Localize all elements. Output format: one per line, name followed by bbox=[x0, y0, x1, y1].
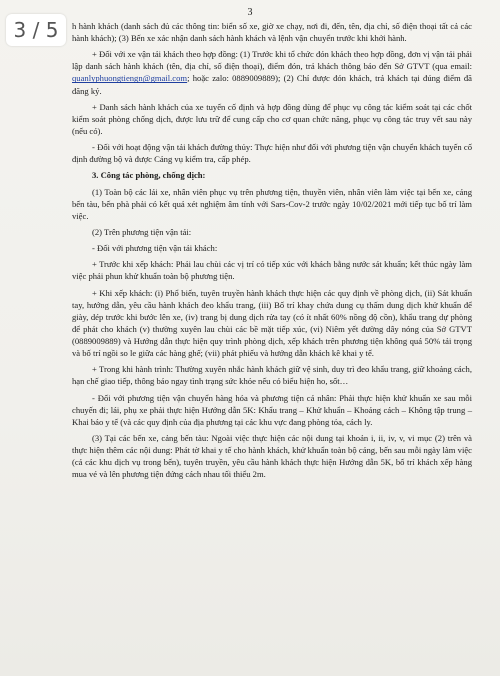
paragraph-contract-vehicles bbox=[72, 48, 472, 96]
paragraph: + Khi xếp khách: (i) Phổ biến, tuyên truyền hành khách thực hiện các quy định về phòng dịch, (ii) Sát khuẩn tay, hướng dẫn, yêu cầu hành khách đeo khẩu trang, (iii) Bố trí khay chứa dung cụ thấm dung dịch khử khuẩn để giày, dép trước khi bước lên xe, (iv) trang bị dung dịch rửa tay (có ít nhất 60% nồng độ cồn), khẩu trang dự phòng để phát cho khách (v) thường xuyên lau chùi các bề mặt tiếp xúc, (vi) Niêm yết đường dây nóng của Sở GTVT (0889009889) và Hướng dẫn thực hiện quy trình phòng dịch, xếp khách trên phương tiện không quá 50% tải trọng và bố trí ngồi so le giữa các hàng ghế; (vii) phát phiếu và hướng dẫn khách kê khai y tế. bbox=[72, 287, 472, 359]
paragraph: (2) Trên phương tiện vận tải: bbox=[92, 226, 192, 237]
document-body bbox=[72, 20, 472, 480]
page-number: 3 bbox=[247, 7, 253, 18]
paragraph: + Danh sách hành khách của xe tuyến cố định và hợp đồng dùng để phục vụ công tác kiểm soát tại các chốt kiểm soát phòng chống dịch, được lưu trữ để cung cấp cho cơ quan chức năng, phục vụ công tác truy vết sau này (nếu có). bbox=[72, 101, 472, 136]
paragraph: + Trong khi hành trình: Thường xuyên nhắc hành khách giữ vệ sinh, duy trì đeo khẩu trang, giữ khoảng cách, hạn chế giao tiếp, thông báo ngay tình trạng sức khỏe nếu có biểu hiện ho, sốt… bbox=[72, 364, 472, 387]
paragraph-text: + Đối với xe vận tải khách theo hợp đồng: (1) Trước khi tổ chức đón khách theo hợp đồng, đơn vị vận tải phải lập danh sách hành khách (tên, địa chỉ, số điện thoại), điểm đón, trả khách thông báo đến Sở GTVT (qua email: bbox=[72, 49, 472, 72]
paragraph: h hành khách (danh sách đủ các thông tin: biển số xe, giờ xe chạy, nơi đi, đến, tên, địa chỉ, số điện thoại tất cả các hành khách); (3) Bến xe xác nhận danh sách hành khách và lệnh vận chuyển trước khi khởi hành. bbox=[72, 21, 472, 44]
paragraph: + Trước khi xếp khách: Phải lau chùi các vị trí có tiếp xúc với khách bằng nước sát khuẩn; kết thúc ngày làm việc phải phun khử khuẩn toàn bộ phương tiện. bbox=[72, 259, 472, 282]
email-link[interactable]: quanlyphuongtiengn@gmail.com bbox=[72, 73, 188, 84]
page-counter-badge: 3 / 5 bbox=[6, 14, 66, 46]
paragraph-text: ; hoặc zalo: 0889009889); (2) Chỉ được đón khách, trả khách tại đúng điểm đã đăng ký. bbox=[72, 73, 472, 96]
paragraph: - Đối với phương tiện vận tải khách: bbox=[92, 243, 218, 254]
section-heading: 3. Công tác phòng, chống dịch: bbox=[92, 170, 206, 181]
paragraph: - Đối với hoạt động vận tải khách đường thủy: Thực hiện như đối với phương tiện vận chuyển khách tuyến cố định đường bộ và được Cảng vụ kiểm tra, cấp phép. bbox=[72, 142, 472, 165]
paragraph: (3) Tại các bến xe, cảng bến tàu: Ngoài việc thực hiện các nội dung tại khoản i, ii, iv, v, vi mục (2) trên và thực hiện thêm các nội dung: Phát tờ khai y tế cho hành khách, khử khuẩn toàn bộ cảng, bến sau mỗi ngày làm việc (cả các khu dịch vụ trong bến), tuyên truyền, yêu cầu hành khách thực hiện Hướng dẫn 5K, bố trí khách xếp hàng mua vé và lên phương tiện đứng cách nhau tối thiểu 2m. bbox=[72, 432, 472, 480]
paragraph: (1) Toàn bộ các lái xe, nhân viên phục vụ trên phương tiện, thuyền viên, nhân viên làm việc tại bến xe, cảng bến tàu, bến phà phải có kết quả xét nghiệm âm tính với Sars-Cov-2 trước ngày 10/02/2021 mới tiếp tục bố trí làm việc. bbox=[72, 186, 472, 221]
paragraph: - Đối với phương tiện vận chuyển hàng hóa và phương tiện cá nhân: Phải thực hiện khử khuẩn xe sau mỗi chuyến đi; lái, phụ xe phải thực hiện Hướng dẫn 5K: Khẩu trang – Khử khuẩn – Khoảng cách – Không tập trung – Khai báo y tế (và các quy định của địa phương tại các khu vực đang phòng tỏa, cách ly. bbox=[72, 392, 472, 427]
